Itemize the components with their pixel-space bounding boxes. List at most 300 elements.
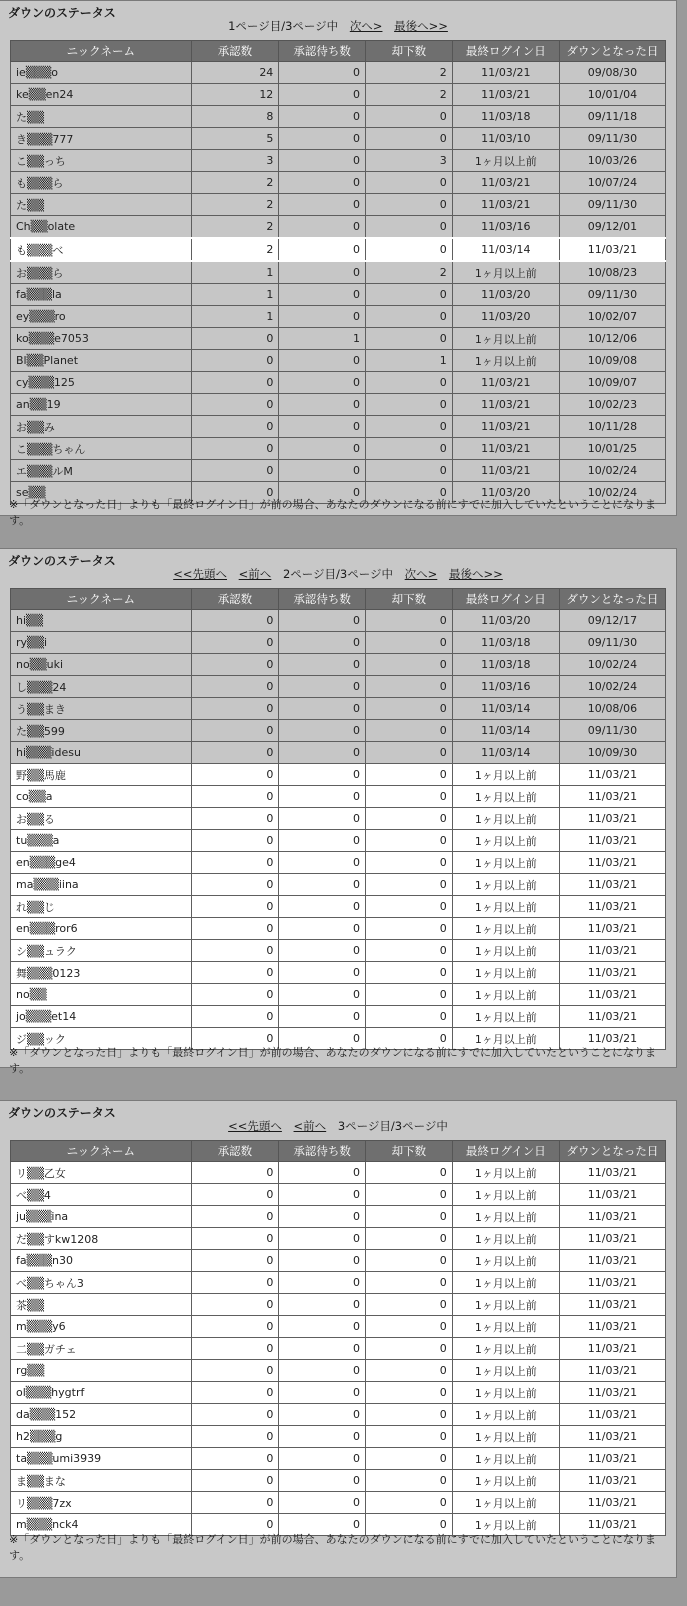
table-cell: 09/08/30 (559, 62, 665, 84)
table-cell: 11/03/18 (452, 106, 559, 128)
column-header: 承認待ち数 (279, 1141, 366, 1162)
column-header: 却下数 (366, 1141, 453, 1162)
nickname-cell: ol▒▒▒hygtrf (11, 1382, 192, 1404)
column-header: 最終ログイン日 (452, 41, 559, 62)
table-cell: 0 (366, 676, 453, 698)
table-cell: 0 (279, 918, 366, 940)
nickname-cell: en▒▒▒ror6 (11, 918, 192, 940)
nickname-cell: た▒▒ (11, 194, 192, 216)
footnote: ※「ダウンとなった日」よりも「最終ログイン日」が前の場合、あなたのダウンになる前にすでに加入していたということになります。 (9, 1533, 656, 1562)
table-row (11, 284, 666, 306)
table-cell: 11/03/21 (559, 808, 665, 830)
table-cell: 0 (191, 984, 279, 1006)
table-cell: 09/11/30 (559, 284, 665, 306)
status-panel-page-2 (0, 548, 677, 1075)
table-row (11, 106, 666, 128)
pager-last-link[interactable]: 最後へ>> (394, 19, 448, 33)
table-row (11, 394, 666, 416)
table-cell: 8 (191, 106, 279, 128)
table-cell: 11/03/10 (452, 128, 559, 150)
table-cell: 0 (191, 1316, 279, 1338)
status-panel-page-1 (0, 0, 677, 527)
table-cell: 5 (191, 128, 279, 150)
table-cell: 1ヶ月以上前 (452, 962, 559, 984)
table-cell: 0 (191, 1360, 279, 1382)
table-cell: 0 (191, 1514, 279, 1536)
table-row (11, 216, 666, 239)
table-cell: 09/12/01 (559, 216, 665, 239)
table-cell: 09/11/30 (559, 128, 665, 150)
table-cell: 0 (279, 1448, 366, 1470)
pager (0, 18, 676, 34)
column-header: 承認待ち数 (279, 589, 366, 610)
table-cell: 11/03/21 (559, 896, 665, 918)
table-cell: 0 (279, 852, 366, 874)
panel-title: ダウンのステータス (8, 6, 116, 20)
table-cell: 0 (279, 1250, 366, 1272)
table-cell: 11/03/21 (559, 764, 665, 786)
nickname-cell: ke▒▒en24 (11, 84, 192, 106)
table-row (11, 874, 666, 896)
pager-prev-link[interactable]: <前へ (238, 567, 272, 581)
table-cell: 0 (366, 394, 453, 416)
table-cell: 1ヶ月以上前 (452, 261, 559, 284)
table-cell: 1ヶ月以上前 (452, 1382, 559, 1404)
table-cell: 0 (279, 216, 366, 239)
nickname-cell: m▒▒▒y6 (11, 1316, 192, 1338)
table-cell: 1ヶ月以上前 (452, 786, 559, 808)
nickname-cell: cy▒▒▒125 (11, 372, 192, 394)
table-cell: 0 (366, 216, 453, 239)
nickname-cell: ma▒▒▒iina (11, 874, 192, 896)
table-cell: 0 (279, 306, 366, 328)
table-cell: 0 (191, 1206, 279, 1228)
table-cell: 0 (279, 874, 366, 896)
table-row (11, 1006, 666, 1028)
table-cell: 3 (366, 150, 453, 172)
table-cell: 1ヶ月以上前 (452, 984, 559, 1006)
table-cell: 0 (366, 482, 453, 504)
table-cell: 0 (279, 786, 366, 808)
table-cell: 0 (366, 416, 453, 438)
table-cell: 0 (366, 1294, 453, 1316)
table-cell: 0 (279, 1028, 366, 1050)
table-cell: 11/03/21 (559, 238, 665, 261)
table-cell: 0 (279, 1162, 366, 1184)
table-cell: 1ヶ月以上前 (452, 1294, 559, 1316)
table-row (11, 1360, 666, 1382)
table-cell: 0 (191, 918, 279, 940)
table-cell: 11/03/21 (452, 394, 559, 416)
table-cell: 0 (191, 808, 279, 830)
table-cell: 0 (366, 238, 453, 261)
table-cell: 1ヶ月以上前 (452, 1028, 559, 1050)
nickname-cell: no▒▒uki (11, 654, 192, 676)
table-cell: 0 (279, 438, 366, 460)
pager-prev-link[interactable]: <前へ (293, 1119, 327, 1133)
table-cell: 0 (366, 1338, 453, 1360)
nickname-cell: no▒▒ (11, 984, 192, 1006)
table-cell: 2 (191, 238, 279, 261)
table-cell: 1ヶ月以上前 (452, 1470, 559, 1492)
table-cell: 11/03/21 (452, 84, 559, 106)
table-cell: 10/11/28 (559, 416, 665, 438)
table-cell: 2 (191, 194, 279, 216)
table-cell: 11/03/21 (559, 1294, 665, 1316)
nickname-cell: ry▒▒i (11, 632, 192, 654)
nickname-cell: rg▒▒ (11, 1360, 192, 1382)
table-cell: 0 (191, 1382, 279, 1404)
column-header: ニックネーム (11, 41, 192, 62)
column-header: ダウンとなった日 (559, 41, 665, 62)
table-cell: 3 (191, 150, 279, 172)
table-row (11, 632, 666, 654)
table-row (11, 194, 666, 216)
table-cell: 0 (279, 1338, 366, 1360)
table-cell: 0 (366, 460, 453, 482)
table-cell: 0 (279, 940, 366, 962)
table-cell: 0 (366, 764, 453, 786)
column-header: 却下数 (366, 41, 453, 62)
table-cell: 10/02/07 (559, 306, 665, 328)
table-cell: 10/07/24 (559, 172, 665, 194)
table-cell: 1ヶ月以上前 (452, 1360, 559, 1382)
table-cell: 1ヶ月以上前 (452, 1404, 559, 1426)
table-row (11, 328, 666, 350)
table-cell: 1ヶ月以上前 (452, 1206, 559, 1228)
nickname-cell: ey▒▒▒ro (11, 306, 192, 328)
table-cell: 0 (191, 438, 279, 460)
table-cell: 0 (279, 764, 366, 786)
table-cell: 0 (366, 654, 453, 676)
table-cell: 11/03/16 (452, 216, 559, 239)
table-row (11, 808, 666, 830)
table-cell: 1ヶ月以上前 (452, 1250, 559, 1272)
table-cell: 0 (366, 172, 453, 194)
table-row (11, 62, 666, 84)
table-cell: 0 (191, 1162, 279, 1184)
table-cell: 0 (366, 808, 453, 830)
table-cell: 11/03/21 (559, 940, 665, 962)
nickname-cell: し▒▒▒24 (11, 676, 192, 698)
nickname-cell: シ▒▒ュラク (11, 940, 192, 962)
nickname-cell: Ch▒▒olate (11, 216, 192, 239)
table-cell: 0 (191, 372, 279, 394)
table-cell: 1 (279, 328, 366, 350)
table-cell: 0 (279, 128, 366, 150)
table-cell: 0 (366, 742, 453, 764)
table-cell: 0 (366, 284, 453, 306)
table-cell: 0 (279, 720, 366, 742)
table-cell: 0 (366, 918, 453, 940)
table-cell: 10/09/08 (559, 350, 665, 372)
table-cell: 0 (279, 1228, 366, 1250)
table-cell: 0 (191, 328, 279, 350)
table-cell: 0 (191, 962, 279, 984)
nickname-cell: だ▒▒すkw1208 (11, 1228, 192, 1250)
table-row (11, 238, 666, 261)
table-cell: 11/03/20 (452, 284, 559, 306)
nickname-cell: お▒▒▒ら (11, 261, 192, 284)
table-header-row (11, 1141, 666, 1162)
pager-first-link[interactable]: <<先頭へ (173, 567, 228, 581)
column-header: 承認待ち数 (279, 41, 366, 62)
table-cell: 11/03/21 (559, 1492, 665, 1514)
table-cell: 11/03/18 (452, 632, 559, 654)
table-cell: 1ヶ月以上前 (452, 764, 559, 786)
pager-last-link[interactable]: 最後へ>> (448, 567, 503, 581)
table-cell: 0 (279, 1382, 366, 1404)
table-cell: 0 (191, 1492, 279, 1514)
nickname-cell: リ▒▒乙女 (11, 1162, 192, 1184)
nickname-cell: れ▒▒じ (11, 896, 192, 918)
table-cell: 2 (191, 172, 279, 194)
table-cell: 0 (279, 1316, 366, 1338)
table-cell: 0 (366, 1404, 453, 1426)
table-cell: 2 (366, 84, 453, 106)
table-cell: 10/02/24 (559, 482, 665, 504)
table-row (11, 172, 666, 194)
table-row (11, 610, 666, 632)
table-cell: 0 (366, 1426, 453, 1448)
pager-first-link[interactable]: <<先頭へ (228, 1119, 282, 1133)
table-cell: 0 (279, 610, 366, 632)
table-cell: 0 (279, 1426, 366, 1448)
table-cell: 0 (366, 1184, 453, 1206)
table-cell: 1ヶ月以上前 (452, 830, 559, 852)
table-cell: 0 (279, 1184, 366, 1206)
table-row (11, 1250, 666, 1272)
table-cell: 11/03/21 (559, 1470, 665, 1492)
pager-next-link[interactable]: 次へ> (349, 19, 383, 33)
table-cell: 1ヶ月以上前 (452, 1228, 559, 1250)
table-cell: 0 (366, 962, 453, 984)
table-cell: 0 (279, 1360, 366, 1382)
table-row (11, 150, 666, 172)
table-cell: 11/03/20 (452, 482, 559, 504)
table-row (11, 438, 666, 460)
table-row (11, 918, 666, 940)
table-cell: 10/03/26 (559, 150, 665, 172)
table-row (11, 1448, 666, 1470)
table-cell: 0 (279, 106, 366, 128)
table-cell: 11/03/21 (559, 1448, 665, 1470)
table-cell: 1ヶ月以上前 (452, 1006, 559, 1028)
table-cell: 0 (191, 1470, 279, 1492)
table-cell: 0 (366, 1448, 453, 1470)
table-cell: 10/02/24 (559, 460, 665, 482)
table-row (11, 1272, 666, 1294)
table-cell: 0 (191, 350, 279, 372)
table-cell: 1ヶ月以上前 (452, 808, 559, 830)
table-cell: 0 (366, 328, 453, 350)
nickname-cell: se▒▒ (11, 482, 192, 504)
table-cell: 0 (191, 654, 279, 676)
table-row (11, 1316, 666, 1338)
table-cell: 0 (279, 1294, 366, 1316)
table-cell: 1ヶ月以上前 (452, 1492, 559, 1514)
status-table (10, 588, 666, 1050)
table-cell: 11/03/21 (559, 1316, 665, 1338)
table-row (11, 698, 666, 720)
table-cell: 0 (279, 830, 366, 852)
table-cell: 1ヶ月以上前 (452, 852, 559, 874)
table-cell: 11/03/21 (452, 62, 559, 84)
table-cell: 1ヶ月以上前 (452, 1316, 559, 1338)
nickname-cell: 舞▒▒▒0123 (11, 962, 192, 984)
nickname-cell: エ▒▒▒ルM (11, 460, 192, 482)
table-row (11, 676, 666, 698)
pager-current: 1ページ目/3ページ中 (228, 19, 339, 33)
table-cell: 0 (191, 610, 279, 632)
table-cell: 0 (279, 460, 366, 482)
table-cell: 10/09/30 (559, 742, 665, 764)
table-row (11, 1338, 666, 1360)
table-cell: 1ヶ月以上前 (452, 874, 559, 896)
table-cell: 0 (279, 676, 366, 698)
table-cell: 2 (191, 216, 279, 239)
table-cell: 11/03/21 (452, 460, 559, 482)
nickname-cell: た▒▒599 (11, 720, 192, 742)
table-row (11, 1228, 666, 1250)
column-header: 承認数 (191, 1141, 279, 1162)
table-row (11, 1206, 666, 1228)
table-cell: 0 (366, 830, 453, 852)
table-cell: 0 (366, 1492, 453, 1514)
table-cell: 0 (279, 416, 366, 438)
pager (0, 566, 676, 582)
table-cell: 0 (191, 676, 279, 698)
table-cell: 0 (279, 372, 366, 394)
nickname-cell: an▒▒19 (11, 394, 192, 416)
table-cell: 0 (366, 1206, 453, 1228)
table-cell: 0 (366, 1228, 453, 1250)
table-cell: 0 (191, 764, 279, 786)
table-cell: 0 (191, 1426, 279, 1448)
table-cell: 0 (191, 874, 279, 896)
table-cell: 1ヶ月以上前 (452, 940, 559, 962)
table-cell: 0 (191, 1184, 279, 1206)
column-header: 承認数 (191, 589, 279, 610)
nickname-cell: en▒▒▒ge4 (11, 852, 192, 874)
table-cell: 1ヶ月以上前 (452, 1448, 559, 1470)
nickname-cell: べ▒▒ちゃん3 (11, 1272, 192, 1294)
table-row (11, 720, 666, 742)
table-cell: 2 (366, 261, 453, 284)
table-cell: 10/02/24 (559, 676, 665, 698)
table-cell: 0 (366, 874, 453, 896)
table-cell: 11/03/21 (452, 194, 559, 216)
table-cell: 0 (279, 1514, 366, 1536)
table-cell: 1ヶ月以上前 (452, 1338, 559, 1360)
table-cell: 1ヶ月以上前 (452, 350, 559, 372)
table-cell: 0 (366, 1382, 453, 1404)
table-cell: 1ヶ月以上前 (452, 896, 559, 918)
table-cell: 10/01/25 (559, 438, 665, 460)
table-row (11, 654, 666, 676)
table-cell: 11/03/14 (452, 238, 559, 261)
table-cell: 10/12/06 (559, 328, 665, 350)
column-header: ニックネーム (11, 1141, 192, 1162)
table-row (11, 460, 666, 482)
table-cell: 11/03/21 (559, 962, 665, 984)
table-cell: 0 (366, 1272, 453, 1294)
table-cell: 0 (366, 632, 453, 654)
table-cell: 0 (191, 1028, 279, 1050)
table-cell: 0 (279, 1206, 366, 1228)
table-cell: 11/03/21 (559, 874, 665, 896)
nickname-cell: h2▒▒▒g (11, 1426, 192, 1448)
panel-title: ダウンのステータス (8, 1106, 116, 1120)
table-cell: 0 (191, 482, 279, 504)
table-cell: 0 (191, 1228, 279, 1250)
table-cell: 0 (366, 1250, 453, 1272)
table-cell: 0 (279, 394, 366, 416)
table-header-row (11, 589, 666, 610)
table-row (11, 984, 666, 1006)
table-cell: 0 (366, 1006, 453, 1028)
table-cell: 11/03/20 (452, 610, 559, 632)
nickname-cell: ま▒▒まな (11, 1470, 192, 1492)
table-cell: 0 (279, 962, 366, 984)
table-cell: 11/03/21 (452, 416, 559, 438)
column-header: 最終ログイン日 (452, 1141, 559, 1162)
table-row (11, 852, 666, 874)
status-table (10, 1140, 666, 1536)
nickname-cell: ju▒▒▒ina (11, 1206, 192, 1228)
table-cell: 0 (366, 438, 453, 460)
table-cell: 1ヶ月以上前 (452, 1184, 559, 1206)
pager-next-link[interactable]: 次へ> (404, 567, 438, 581)
table-cell: 0 (191, 786, 279, 808)
table-cell: 11/03/21 (452, 438, 559, 460)
table-cell: 09/11/18 (559, 106, 665, 128)
nickname-cell: fa▒▒▒la (11, 284, 192, 306)
table-cell: 11/03/21 (559, 918, 665, 940)
table-cell: 0 (191, 742, 279, 764)
table-cell: 0 (279, 238, 366, 261)
table-cell: 1ヶ月以上前 (452, 1162, 559, 1184)
table-cell: 0 (191, 830, 279, 852)
table-cell: 10/08/23 (559, 261, 665, 284)
footnote: ※「ダウンとなった日」よりも「最終ログイン日」が前の場合、あなたのダウンになる前にすでに加入していたということになります。 (9, 1046, 656, 1075)
table-row (11, 261, 666, 284)
column-header: 最終ログイン日 (452, 589, 559, 610)
table-cell: 11/03/21 (559, 1206, 665, 1228)
table-cell: 0 (366, 372, 453, 394)
table-cell: 10/09/07 (559, 372, 665, 394)
table-cell: 11/03/21 (559, 1426, 665, 1448)
table-row (11, 786, 666, 808)
table-cell: 0 (366, 1316, 453, 1338)
table-cell: 10/02/24 (559, 654, 665, 676)
column-header: ニックネーム (11, 589, 192, 610)
table-cell: 11/03/21 (559, 1338, 665, 1360)
table-row (11, 350, 666, 372)
table-cell: 11/03/14 (452, 720, 559, 742)
nickname-cell: ko▒▒▒e7053 (11, 328, 192, 350)
table-cell: 0 (191, 632, 279, 654)
table-cell: 0 (191, 416, 279, 438)
table-row (11, 1404, 666, 1426)
nickname-cell: da▒▒▒152 (11, 1404, 192, 1426)
table-cell: 0 (279, 172, 366, 194)
nickname-cell: jo▒▒▒et14 (11, 1006, 192, 1028)
table-cell: 0 (279, 84, 366, 106)
table-cell: 0 (279, 984, 366, 1006)
table-cell: 1ヶ月以上前 (452, 918, 559, 940)
table-cell: 10/08/06 (559, 698, 665, 720)
